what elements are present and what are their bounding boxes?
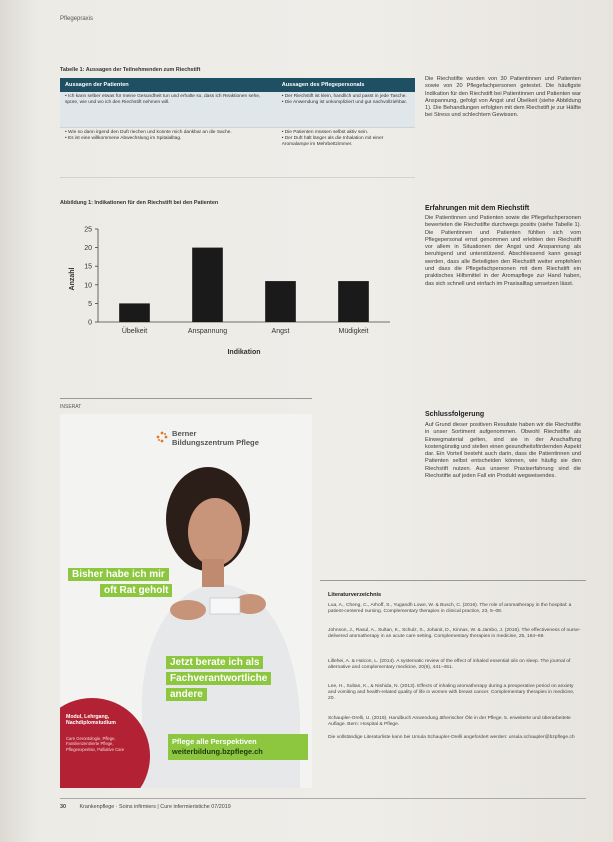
slogan-now-2: Fachverantwortliche [166,672,271,685]
journal-name: Krankenpflege · Soins infirmiers | Cure infermieristiche 07/2019 [79,804,231,810]
table-cell: • Die Patienten müssen selbst aktiv sein. • Der Duft hält länger als die Inhalation mit einer Aromalampe im Mehrbettzimmer. [277,128,415,178]
divider [60,398,312,399]
y-tick-label: 0 [88,319,92,327]
advertisement [60,414,312,788]
x-tick-label: Angst [271,328,290,335]
footer-rule [60,798,586,799]
y-tick-label: 5 [88,300,92,308]
bar-übelkeit [119,303,150,322]
reference-item: Die vollständige Literaturliste kann bei Ursula Schaupler-Orelli angefordert werden: ursula.schaupler@bzpflege.ch [328,735,575,740]
badge-text: Care Gerontologie, Pflege, Familienzentrierte Pflege, Pflegeexpertise, Palliative Care [66,736,125,752]
y-tick-label: 25 [84,226,92,234]
bar-anspannung [192,248,223,322]
table-header-patients: Aussagen der Patienten [60,78,277,92]
reference-item: Schaupler-Orelli, U. (2019). Handbuch Anwendung ätherischer Öle in der Pflege. 5. erweiterte und überarbeitete Auflage. Bern: Hospital & Pflege. [328,716,571,728]
reference-item: Lee, H., Sultan, K., & Nishida, N. (2013). Effects of inhaling aromatherapy during a preoperative period on anxiety and vomiting and health-related quality of life in women with breast cancer. Complementary therapies in medicine, 20. [328,684,575,702]
indications-bar-chart [60,209,415,379]
divider [320,580,586,581]
logo-icon [156,430,168,442]
literature-title: Literaturverzeichnis [328,592,382,598]
x-tick-label: Übelkeit [121,328,148,335]
badge-title: Modul, Lehrgang, Nachdiplomstudium [66,714,116,727]
table-cell: • Ich kann selber etwas für meine Gesundheit tun und erhalte so, dass ich Reaktionen sehe, spüre, wie und wo ich den Riechstift nehmen will. [60,92,277,128]
table-header-staff: Aussagen des Pflegepersonals [277,78,415,92]
footer [60,804,231,810]
cta-box [168,734,308,760]
figure-title: Abbildung 1: Indikationen für den Riechstift bei den Patienten [60,200,219,206]
cta-line: Pflege alle Perspektiven [172,737,257,746]
section-header: Pflegepraxis [60,16,94,22]
heading-experiences: Erfahrungen mit dem Riechstift [425,205,530,212]
y-tick-label: 20 [84,245,92,253]
heading-conclusion: Schlussfolgerung [425,411,485,418]
x-tick-label: Müdigkeit [338,328,369,335]
conclusion-text: Auf Grund dieser positiven Resultate haben wir die Riechstifte in unser Sortiment aufgenommen. Obwohl Riechstifte als Einwegmaterial gelten, sind sie in der Anschaffung kostengünstig und stellen einen gesundheitsfördernden Aspekt dar. Ein Vorteil besteht auch darin, dass die Patientinnen und Patienten selbst entscheiden können, wie häufig sie den Riechstift nutzen. Aus unserer Praxiserfahrung sind die Riechstifte auf jeden Fall ein Produkt wegweisendes. [425,422,581,480]
page-number: 30 [60,804,66,810]
x-tick-label: Anspannung [187,328,228,335]
y-tick-label: 15 [84,263,92,271]
cta-url-link[interactable]: weiterbildung.bzpflege.ch [172,747,263,756]
reference-item: Lua, A., Cheng, C., Arhoff, S., Yugandh Lowe, W. & Busch, C. (2016). The role of aromatherapy in the hospital: a patient-centered nursing. Complementary therapies in clinical practice, 23, 5–08. [328,603,572,615]
reference-item: Lillehei, A. & Halcon, L. (2014). A systematic review of the effect of inhaled essential oils on sleep. The journal of alternative and complementary medicine, 20(6), 441–451. [328,659,571,671]
ad-label: INSERAT [60,404,82,410]
table-cell: • Der Riechstift ist klein, handlich und passt in jede Tasche. • Die Anwendung ist unkompliziert und gut nachvollziehbar. [277,92,415,128]
x-axis-label: Indikation [227,349,261,356]
bar-müdigkeit [338,281,369,322]
slogan-past: Bisher habe ich mir [68,568,169,581]
y-axis-label: Anzahl [69,267,76,291]
slogan-now-3: andere [166,688,207,701]
org-name: Berner Bildungszentrum Pflege [172,429,259,447]
experiences-text: Die Patientinnen und Patienten sowie die Pflegefachpersonen bewerteten die Riechstifte durchwegs positiv (siehe Tabelle 1). Die Patientinnen und Patienten fühlten sich vom Pflegepersonal ernst genommen und erlebten den Riechstift vor allem in Situationen der Angst und Anspannung als beruhigend und unterstützend. Abschliessend kann gesagt werden, dass alle Beteiligten den Riechstift weiter empfehlen und dass die Pflegefachpersonen mit dem Riechstift ein praktisches Hilfsmittel in der Aromapflege zur Hand haben, das sich schnell und einfach im Praxisalltag umsetzen lässt. [425,215,581,287]
statements-table [60,78,415,178]
reference-item: Johnson, J., Rasul, A., Sultan, K., Schulz, S., Johanit, D., Kinnas, W. & Jambo, J. (2016). The effectiveness of nurse-delivered aromatherapy in an acute care setting. Complementary therapies in medicine, 25, 164–69. [328,628,581,640]
y-tick-label: 10 [84,282,92,290]
table-cell: • Wie so dann irgend den Duft riechen und konnte mich dankbar an die Sache. • Es ist eine willkommene Abwechslung im Spitalalltag. [60,128,277,178]
bar-angst [265,281,296,322]
slogan-now: Jetzt berate ich als [166,656,263,669]
slogan-past-2: oft Rat geholt [100,584,172,597]
table-title: Tabelle 1: Aussagen der Teilnehmenden zum Riechstift [60,67,201,73]
right-intro-text: Die Riechstifte wurden von 30 Patientinnen und Patienten sowie von 20 Pflegefachpersonen getestet. Die häufigste Indikation für den Riechstift bei Patientinnen und Patienten war Anspannung, gefolgt von Angst und Übelkeit (siehe Abbildung 1). Die Behandlungen erfolgten mit dem Riechstift je zur Hälfte bei Stress und schlechtem Gewissen. [425,76,581,119]
